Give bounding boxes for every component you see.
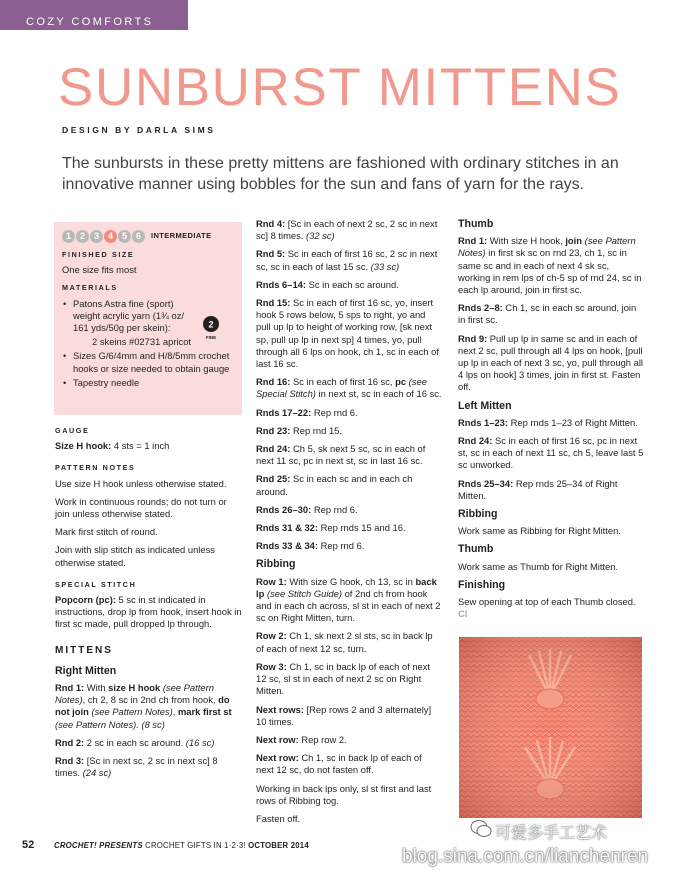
- left-mitten-heading: Left Mitten: [458, 399, 512, 412]
- footer-credit: CROCHET! PRESENTS CROCHET GIFTS IN 1·2·3! OCTOBER 2014: [54, 841, 309, 850]
- skill-level-2-icon: 2: [76, 230, 89, 243]
- watermark-url: blog.sina.com.cn/lianchenren: [402, 846, 649, 867]
- wechat-icon: [470, 819, 492, 839]
- column-2: [256, 218, 442, 831]
- finishing-heading: Finishing: [458, 578, 506, 591]
- instruction: Rnd 1: With size H hook, join (see Pattern Notes) in first sk sc on rnd 23, ch 1, sc in same sc and in each of next 4 sk sc, working in rem lps of ch-5 sp of rnd 24, sc in each lp around, join in first sc.: [458, 235, 642, 296]
- special-stitch-text: Popcorn (pc): 5 sc in st indicated in instructions, drop lp from hook, insert hook in first sc made, pull dropped lp through.: [55, 594, 242, 630]
- column-3: [458, 218, 644, 626]
- ribbing-heading: Ribbing: [458, 508, 498, 521]
- end-mark: CI: [458, 608, 468, 620]
- instruction: Rnd 4: [Sc in each of next 2 sc, 2 sc in next sc] 8 times. (32 sc): [256, 218, 438, 242]
- section-label: COZY COMFORTS: [26, 16, 154, 28]
- instruction: Row 2: Ch 1, sk next 2 sl sts, sc in back lp of each of next 12 sc, turn.: [256, 630, 433, 654]
- finished-size-text: One size fits most: [62, 264, 137, 276]
- skill-level-6-icon: 6: [132, 230, 145, 243]
- skill-level: [62, 230, 234, 243]
- instruction: Fasten off.: [256, 812, 301, 824]
- instruction: Next row: Ch 1, sc in back lp of each of next 12 sc, do not fasten off.: [256, 752, 422, 776]
- materials-subitem: 2 skeins #02731 apricot: [92, 336, 192, 348]
- materials-item: • Sizes G/6/4mm and H/8/5mm crochet hooks or size needed to obtain gauge: [62, 350, 234, 374]
- instruction: Rnd 3: [Sc in next sc, 2 sc in next sc] 8 times. (24 sc): [55, 755, 218, 779]
- ribbing-heading: Ribbing: [256, 558, 296, 571]
- column-1: [55, 222, 243, 785]
- instruction: Rnd 24: Ch 5, sk next 5 sc, sc in each of next 11 sc, pc in next st, sc in last 16 sc.: [256, 443, 426, 467]
- page-title: SUNBURST MITTENS: [58, 58, 622, 117]
- instruction: Working in back lps only, sl st first and last rows of Ribbing tog.: [256, 782, 432, 806]
- gauge-text: Size H hook: 4 sts = 1 inch: [55, 440, 170, 452]
- instruction: Rnds 1–23: Rep rnds 1–23 of Right Mitten.: [458, 416, 638, 428]
- instruction: Rnds 17–22: Rep rnd 6.: [256, 406, 358, 418]
- watermark-name: 可爱多手工艺术: [495, 825, 608, 842]
- pattern-notes-heading: PATTERN NOTES: [55, 463, 136, 473]
- yarn-weight-word: FINE: [205, 335, 217, 340]
- materials-item: • Patons Astra fine (sport) weight acrylic yarn (1¾ oz/ 161 yds/50g per skein):: [62, 298, 192, 335]
- instruction: Row 3: Ch 1, sc in back lp of each of next 12 sc, sl st in each of next 2 sc on Right Mitten.: [256, 660, 431, 697]
- intro-text: The sunbursts in these pretty mittens are fashioned with ordinary stitches in an innovative manner using bobbles for the sun and fans of yarn for the rays.: [62, 155, 619, 193]
- pattern-note: Work in continuous rounds; do not turn or join unless otherwise stated.: [55, 495, 227, 520]
- mitten-photo: [459, 637, 642, 818]
- yarn-weight-icon: [202, 315, 220, 341]
- pattern-note: Join with slip stitch as indicated unless otherwise stated.: [55, 544, 215, 568]
- thumb-heading: Thumb: [458, 218, 494, 230]
- crochet-texture-image: [459, 637, 642, 818]
- instruction: Rnds 6–14: Sc in each sc around.: [256, 278, 399, 290]
- instruction: Rnd 24: Sc in each of first 16 sc, pc in next st, sc in each of next 11 sc, ch 5, leave last 5 sc unworked.: [458, 435, 644, 471]
- instruction: Row 1: With size G hook, ch 13, sc in back lp (see Stitch Guide) of 2nd ch from hook and in each ch across, sl st in each of next 2 sc on Right Mitten, turn.: [256, 575, 441, 624]
- thumb-heading: Thumb: [458, 543, 494, 556]
- instruction: Rnds 33 & 34: Rep rnd 6.: [256, 540, 365, 552]
- page-number: 52: [22, 839, 35, 851]
- instruction: Rnds 31 & 32: Rep rnds 15 and 16.: [256, 522, 406, 534]
- section-tab: [0, 0, 188, 30]
- pattern-note: Use size H hook unless otherwise stated.: [55, 477, 227, 489]
- instruction: Rnd 1: With size H hook (see Pattern Notes), ch 2, 8 sc in 2nd ch from hook, do not join (see Pattern Notes), mark first st (see Pattern Notes). (8 sc): [55, 682, 232, 730]
- instruction: Rnd 15: Sc in each of first 16 sc, yo, insert hook 5 rows below, 5 sps to right, yo and pull up lp to height of working row, [sk next sp, pull up lp in next sp] 4 times, yo, pull through all 6 lps on hook, ch 1, sc in each of last 16 sc.: [256, 297, 439, 370]
- instruction: Rnd 23: Rep rnd 15.: [256, 424, 342, 436]
- materials-item: • Tapestry needle: [62, 377, 234, 389]
- instruction: Rnd 16: Sc in each of first 16 sc, pc (see Special Stitch) in next st, sc in each of 16 sc.: [256, 376, 442, 400]
- instruction: Rnd 25: Sc in each sc and in each ch around.: [256, 473, 413, 497]
- materials-heading: MATERIALS: [62, 283, 118, 293]
- instruction: Next rows: [Rep rows 2 and 3 alternately] 10 times.: [256, 703, 432, 727]
- instruction: Rnd 2: 2 sc in each sc around. (16 sc): [55, 736, 215, 748]
- skill-level-1-icon: 1: [62, 230, 75, 243]
- gauge-heading: GAUGE: [55, 426, 90, 435]
- skill-level-label: INTERMEDIATE: [151, 231, 212, 241]
- yarn-weight-number: 2: [208, 319, 214, 330]
- instruction: Next row: Rep row 2.: [256, 733, 347, 745]
- instruction: Rnds 2–8: Ch 1, sc in each sc around, join in first sc.: [458, 302, 637, 326]
- finished-size-heading: FINISHED SIZE: [62, 250, 135, 259]
- skill-level-5-icon: 5: [118, 230, 131, 243]
- instruction: Rnds 25–34: Rep rnds 25–34 of Right Mitten.: [458, 477, 618, 501]
- instruction: Work same as Thumb for Right Mitten.: [458, 560, 619, 572]
- instruction: Rnds 26–30: Rep rnd 6.: [256, 503, 358, 515]
- byline: DESIGN BY DARLA SIMS: [62, 125, 216, 135]
- instruction: Rnd 5: Sc in each of first 16 sc, 2 sc in next sc, sc in each of last 15 sc. (33 sc): [256, 248, 438, 272]
- pattern-note: Mark first stitch of round.: [55, 526, 158, 538]
- mittens-heading: MITTENS: [55, 644, 113, 656]
- instruction: Work same as Ribbing for Right Mitten.: [458, 525, 621, 537]
- instruction: Sew opening at top of each Thumb closed. CI: [458, 596, 636, 620]
- info-box: [54, 222, 242, 415]
- special-stitch-heading: SPECIAL STITCH: [55, 579, 137, 589]
- right-mitten-heading: Right Mitten: [55, 664, 117, 677]
- skill-level-4-icon: 4: [104, 230, 117, 243]
- skill-level-3-icon: 3: [90, 230, 103, 243]
- instruction: Rnd 9: Pull up lp in same sc and in each of next 2 sc, pull through all 4 lps on hook, [pull up lp in each of next 3 sc, yo, pull through all 4 lps on hook] 3 times, join in first st. Fasten off.: [458, 332, 644, 393]
